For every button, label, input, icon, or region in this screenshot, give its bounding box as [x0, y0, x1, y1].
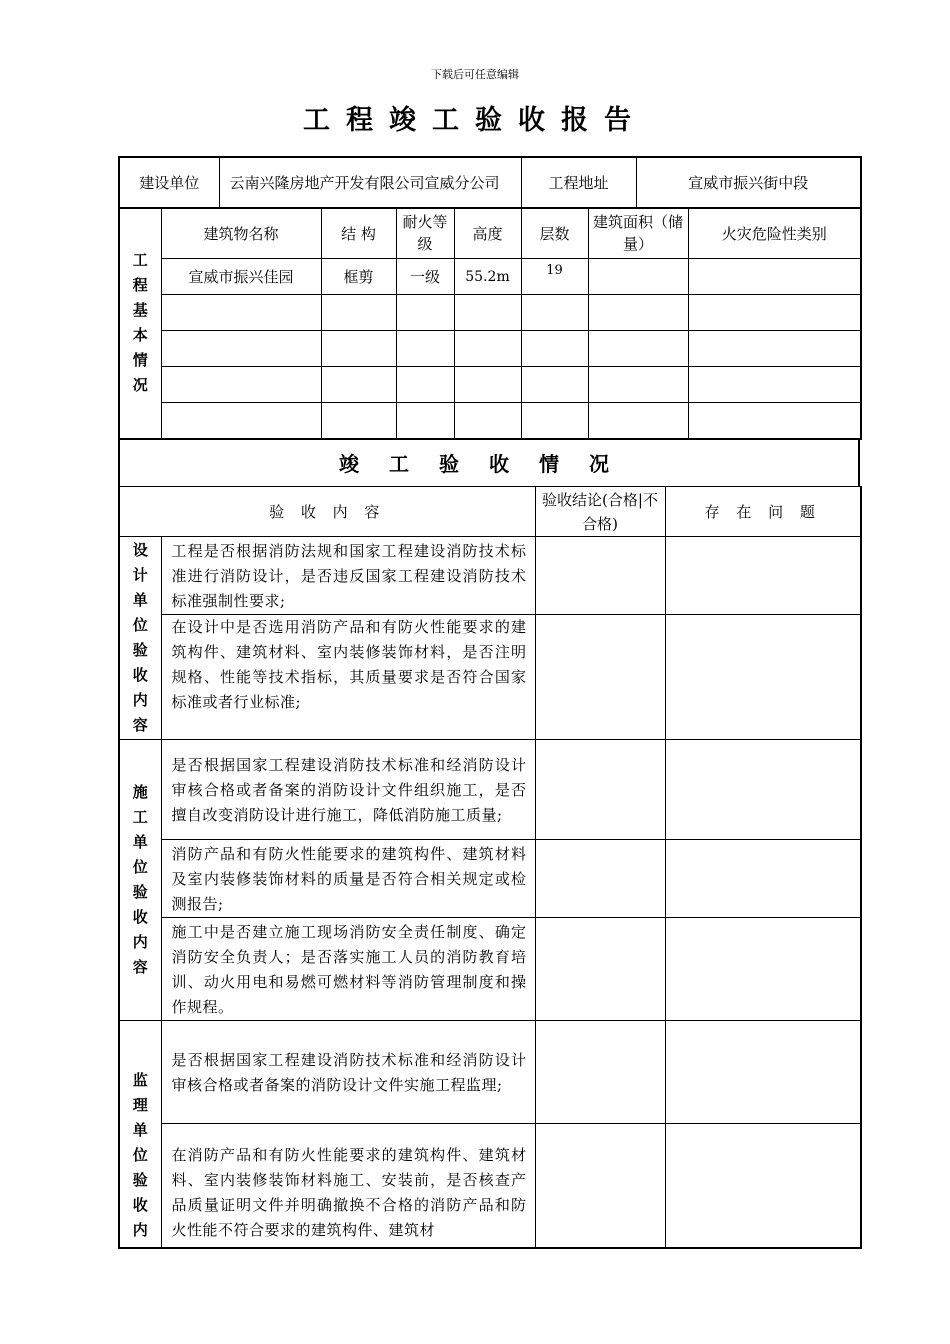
table-row [119, 367, 861, 403]
header-structure: 结 构 [321, 208, 396, 259]
acceptance-banner: 竣工验收情况 [118, 438, 860, 487]
construction-item-1-issues[interactable] [665, 740, 861, 840]
table-row: 宣威市振兴佳园 框剪 一级 55.2m 19 [119, 259, 861, 295]
design-item-1: 工程是否根据消防法规和国家工程建设消防技术标准进行消防设计，是否违反国家工程建设消防技术标准强制性要求; [161, 537, 535, 615]
design-item-2-conclusion[interactable] [535, 615, 665, 740]
project-info-table [118, 156, 862, 209]
supervision-item-2: 在消防产品和有防火性能要求的建筑构件、建筑材料、室内装修装饰材料施工、安装前，是否核查产品质量证明文件并明确撤换不合格的消防产品和防火性能不符合要求的建筑构件、建筑材 [161, 1124, 535, 1248]
header-floors: 层数 [521, 208, 588, 259]
address-value: 宣威市振兴街中段 [636, 157, 861, 208]
page-title: 工程竣工验收报告 [303, 105, 647, 136]
construction-unit-label: 施 工 单 位 验 收 内 容 [119, 740, 161, 1021]
builder-label: 建设单位 [119, 157, 219, 208]
basic-info-table [118, 207, 862, 440]
construction-item-2-conclusion[interactable] [535, 840, 665, 918]
header-content: 验 收 内 容 [119, 487, 535, 537]
construction-item-1-conclusion[interactable] [535, 740, 665, 840]
design-item-2: 在设计中是否选用消防产品和有防火性能要求的建筑构件、建筑材料、室内装修装饰材料，是否注明规格、性能等技术指标，其质量要求是否符合国家标准或者行业标准; [161, 615, 535, 740]
table-row [119, 403, 861, 439]
builder-value: 云南兴隆房地产开发有限公司宣威分公司 [219, 157, 521, 208]
header-issues: 存 在 问 题 [665, 487, 861, 537]
construction-item-1: 是否根据国家工程建设消防技术标准和经消防设计审核合格或者备案的消防设计文件组织施工，是否擅自改变消防设计进行施工，降低消防施工质量; [161, 740, 535, 840]
supervision-unit-label: 监 理 单 位 验 收 内 [119, 1021, 161, 1248]
construction-item-2: 消防产品和有防火性能要求的建筑构件、建筑材料及室内装修装饰材料的质量是否符合相关规定或检测报告; [161, 840, 535, 918]
design-unit-label: 设 计 单 位 验 收 内 容 [119, 537, 161, 740]
supervision-item-1: 是否根据国家工程建设消防技术标准和经消防设计审核合格或者备案的消防设计文件实施工程监理; [161, 1021, 535, 1124]
construction-item-3-issues[interactable] [665, 918, 861, 1021]
design-item-2-issues[interactable] [665, 615, 861, 740]
table-row [119, 331, 861, 367]
supervision-item-2-issues[interactable] [665, 1124, 861, 1248]
design-item-1-issues[interactable] [665, 537, 861, 615]
acceptance-table [118, 486, 862, 1249]
supervision-item-2-conclusion[interactable] [535, 1124, 665, 1248]
construction-item-3-conclusion[interactable] [535, 918, 665, 1021]
construction-item-3: 施工中是否建立施工现场消防安全责任制度、确定消防安全负责人；是否落实施工人员的消防教育培训、动火用电和易燃可燃材料等消防管理制度和操作规程。 [161, 918, 535, 1021]
header-height: 高度 [454, 208, 521, 259]
supervision-item-1-issues[interactable] [665, 1021, 861, 1124]
supervision-item-1-conclusion[interactable] [535, 1021, 665, 1124]
header-fire-hazard-class: 火灾危险性类别 [688, 208, 861, 259]
basic-info-side-label: 工 程 基 本 情 况 [119, 208, 161, 439]
header-conclusion: 验收结论(合格|不合格) [535, 487, 665, 537]
design-item-1-conclusion[interactable] [535, 537, 665, 615]
header-floor-area: 建筑面积（储量） [588, 208, 688, 259]
edit-note: 下载后可任意编辑 [431, 68, 519, 81]
header-building-name: 建筑物名称 [161, 208, 321, 259]
table-row [119, 295, 861, 331]
address-label: 工程地址 [521, 157, 636, 208]
header-fire-rating: 耐火等级 [396, 208, 454, 259]
construction-item-2-issues[interactable] [665, 840, 861, 918]
